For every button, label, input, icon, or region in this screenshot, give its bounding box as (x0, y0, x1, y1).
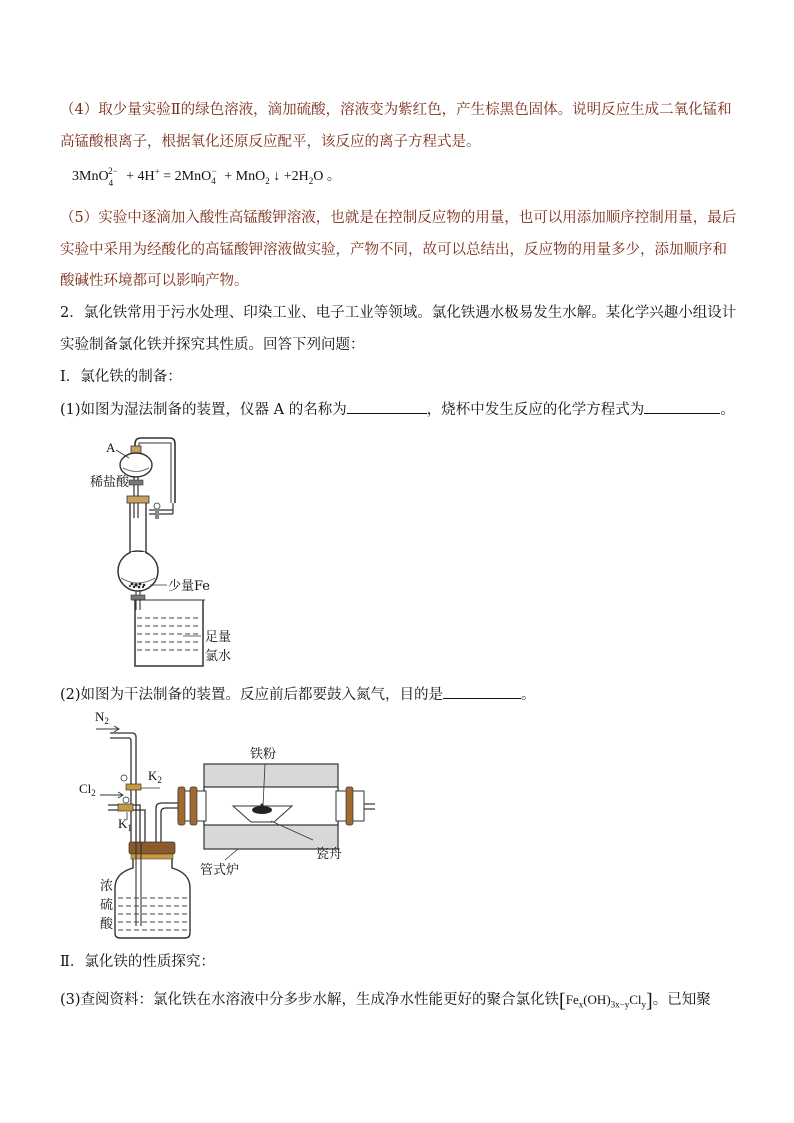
q5-line2: 实验中采用为经酸化的高锰酸钾溶液做实验，产物不同，故可以总结出，反应物的用量多少，添加顺序和 (60, 242, 727, 258)
stopcock-k1 (118, 804, 133, 811)
label-porcelain-boat: 瓷舟 (316, 847, 343, 862)
label-iron-powder: 铁粉 (250, 747, 277, 762)
section1-heading: Ⅰ．氯化铁的制备： (60, 369, 182, 385)
problem2-line1: 2．氯化铁常用于污水处理、印染工业、电子工业等领域。氯化铁遇水极易发生水解。某化学兴趣小组设计 (60, 305, 737, 321)
question-3: (3)查阅资料：氯化铁在水溶液中分多步水解，生成净水性能更好的聚合氯化铁$[Fe_x(OH)_{3x-y}Cl_y]$。已知聚 (60, 990, 711, 1012)
label-cl2: $Cl_2$ (79, 781, 96, 798)
answer-blank-1[interactable] (347, 399, 427, 414)
dry-method-apparatus-figure (70, 708, 390, 940)
q5-line1: （5）实验中逐滴加入酸性高锰酸钾溶液，也就是在控制反应物的用量，也可以用添加顺序控制用量，最后 (60, 210, 737, 226)
answer-blank-3[interactable] (443, 684, 521, 699)
label-water-2: 氯水 (205, 649, 232, 664)
answer-blank-2[interactable] (644, 399, 720, 414)
beaker (135, 600, 203, 666)
q4-line1: （4）取少量实验Ⅱ的绿色溶液，滴加硫酸，溶液变为紫红色，产生棕黑色固体。说明反应生成二氧化锰和 (60, 102, 732, 118)
label-acid-1: 浓 (100, 879, 114, 894)
question-2: (2)如图为干法制备的装置。反应前后都要鼓入氮气，目的是 。 (60, 684, 536, 705)
label-tube-furnace: 管式炉 (200, 863, 240, 878)
label-instrument-a: A (106, 440, 116, 455)
polymer-formula: $[Fe_x(OH)_{3x-y}Cl_y]$ (559, 990, 653, 1012)
question-1: (1)如图为湿法制备的装置，仪器 A 的名称为 ，烧杯中发生反应的化学方程式为 。 (60, 399, 735, 420)
label-iron: 少量Fe (168, 579, 211, 594)
q4-line2: 高锰酸根离子，根据氧化还原反应配平，该反应的离子方程式是。 (60, 134, 481, 150)
label-acid-2: 硫 (100, 898, 114, 913)
stopcock-k2 (126, 784, 141, 790)
q4-equation: 3MnO$_4^{2-}$ + 4H+ = 2MnO$_4$− + MnO$_2$ ↓ $+2H_2O$ 。 (72, 166, 341, 188)
separatory-funnel (120, 453, 152, 477)
label-water-1: 足量 (205, 630, 232, 645)
funnel-stopcock (129, 480, 143, 485)
section2-heading: Ⅱ．氯化铁的性质探究： (60, 954, 215, 970)
label-k2: $K_2$ (148, 768, 162, 785)
label-dilute-hcl: 稀盐酸 (90, 475, 130, 490)
wet-method-apparatus-figure (90, 428, 255, 670)
label-acid-3: 酸 (100, 917, 114, 932)
q5-line3: 酸碱性环境都可以影响产物。 (60, 273, 249, 289)
problem2-line2: 实验制备氯化铁并探究其性质。回答下列问题： (60, 337, 365, 353)
label-k1: $K_1$ (118, 816, 132, 833)
label-n2: $N_2$ (95, 709, 109, 726)
